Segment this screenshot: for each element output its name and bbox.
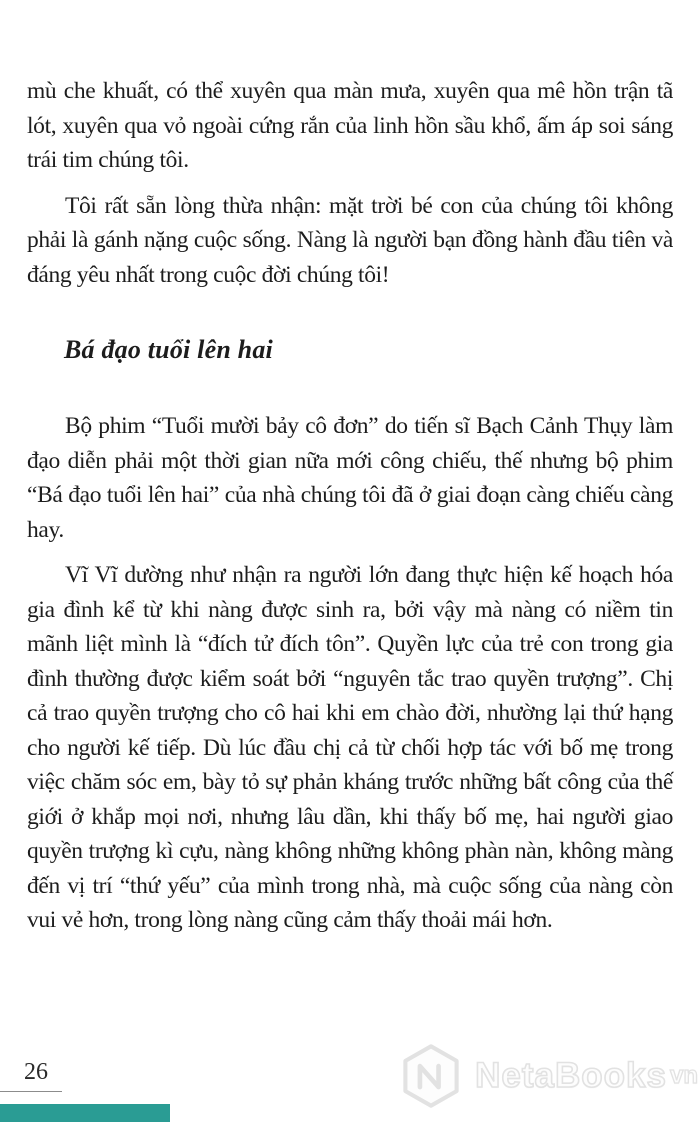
page-number: 26 (24, 1059, 48, 1085)
corner-teal-bar (0, 1104, 170, 1122)
netabooks-watermark (393, 1044, 698, 1108)
watermark-brand-text: NetaBooks (475, 1056, 667, 1095)
watermark-tld-text: vn (669, 1062, 698, 1089)
body-paragraph: Bộ phim “Tuổi mười bảy cô đơn” do tiến sĩ Bạch Cảnh Thụy làm đạo diễn phải một thời gian nữa mới công chiếu, thế nhưng bộ phim “Bá đạo tuổi lên hai” của nhà chúng tôi đã ở giai đoạn càng chiếu càng hay. (27, 413, 673, 543)
body-paragraph: Vĩ Vĩ dường như nhận ra người lớn đang thực hiện kế hoạch hóa gia đình kể từ khi nàng được sinh ra, bởi vậy mà nàng có niềm tin mãnh liệt mình là “đích tử đích tôn”. Quyền lực của trẻ con trong gia đình thường được kiểm soát bởi “nguyên tắc trao quyền trượng”. Chị cả trao quyền trượng cho cô hai khi em chào đời, nhường lại thứ hạng cho người kế tiếp. Dù lúc đầu chị cả từ chối hợp tác với bố mẹ trong việc chăm sóc em, bày tỏ sự phản kháng trước những bất công của thế giới ở khắp mọi nơi, nhưng lâu dần, khi thấy bố mẹ, hai người giao quyền trượng kì cựu, nàng không những không phàn nàn, không màng đến vị trí “thứ yếu” của mình trong nhà, mà cuộc sống của nàng còn vui vẻ hơn, trong lòng nàng cũng cảm thấy thoải mái hơn. (27, 562, 673, 933)
body-paragraph: Tôi rất sẵn lòng thừa nhận: mặt trời bé con của chúng tôi không phải là gánh nặng cuộc sống. Nàng là người bạn đồng hành đầu tiên và đáng yêu nhất trong cuộc đời chúng tôi! (27, 192, 673, 288)
text-column (27, 74, 673, 949)
netabooks-hexagon-n-icon (393, 1044, 469, 1108)
footer-rule (0, 1091, 62, 1092)
body-paragraph: mù che khuất, có thể xuyên qua màn mưa, xuyên qua mê hồn trận tã lót, xuyên qua vỏ ngoài cứng rắn của linh hồn sầu khổ, ấm áp soi sáng trái tim chúng tôi. (27, 78, 673, 173)
section-heading: Bá đạo tuổi lên hai (64, 335, 273, 364)
